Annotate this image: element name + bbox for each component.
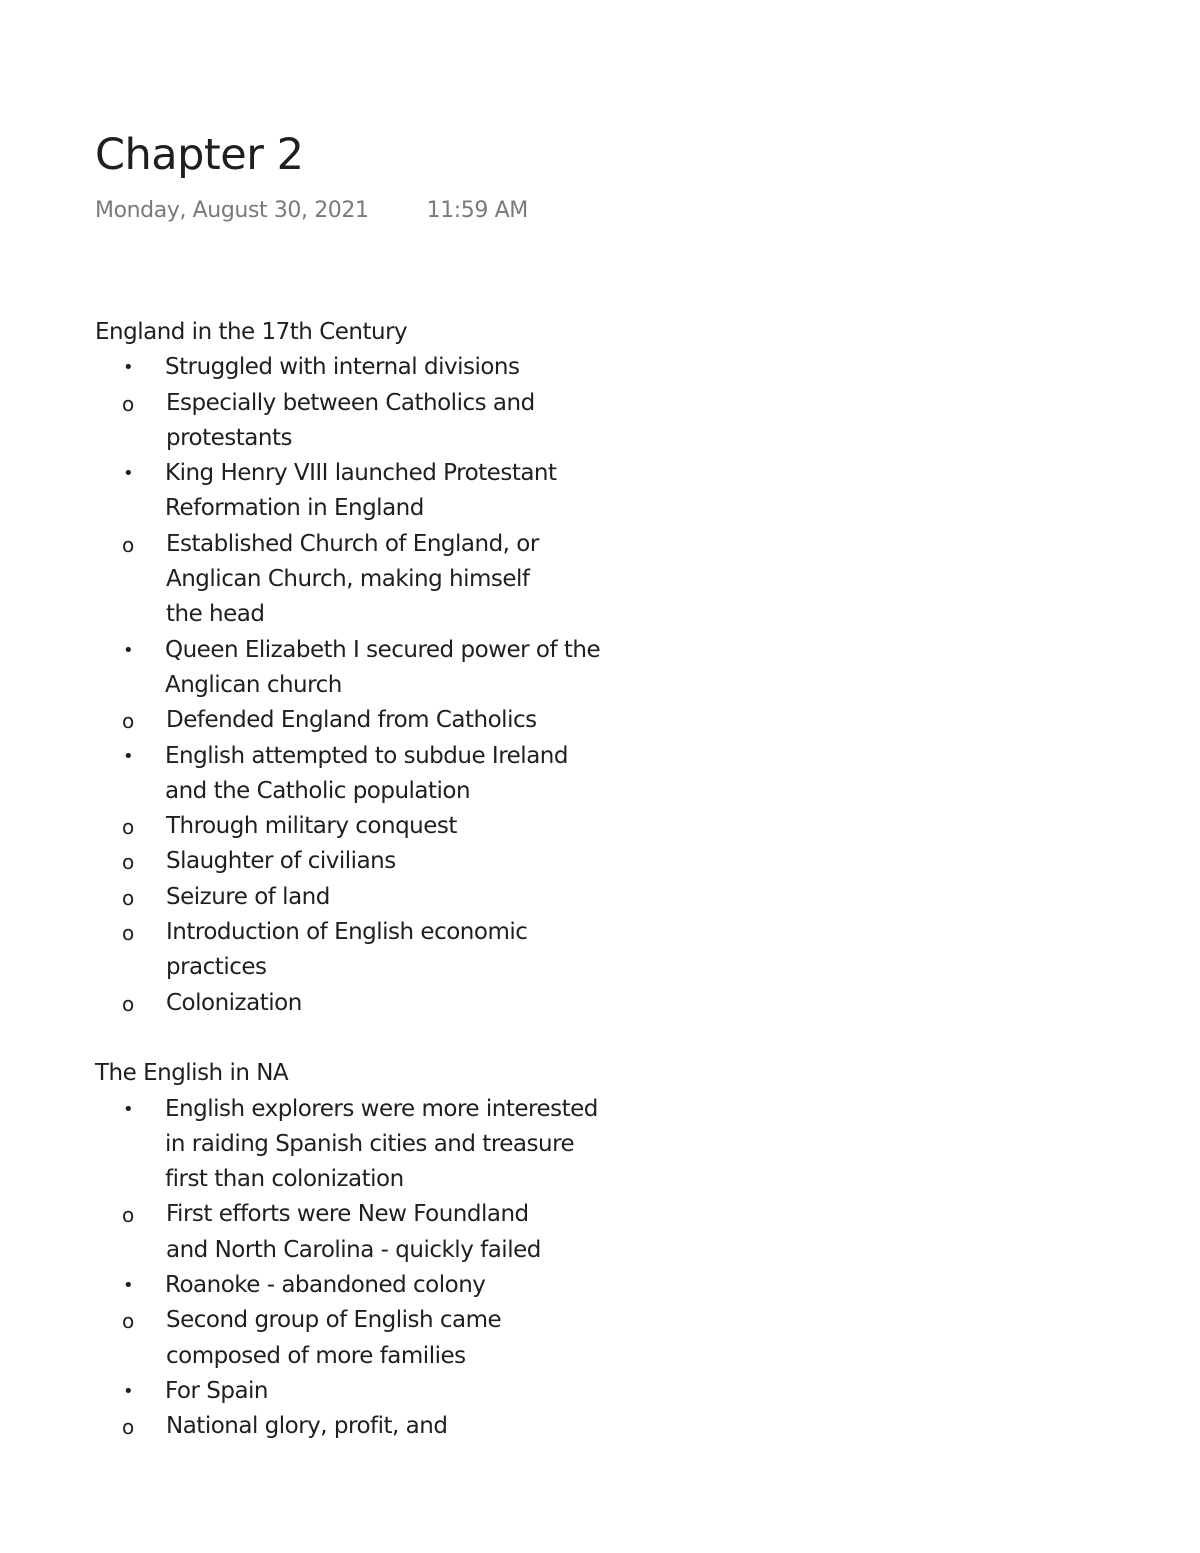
circle-bullet-icon: o [122,921,134,946]
circle-bullet-icon: o [122,815,134,840]
circle-bullet-icon: o [122,532,134,557]
sub-bullet-text-line: practices [166,954,267,981]
section-spacer [95,1021,655,1056]
sub-bullet-text-line: Introduction of English economic [166,919,528,946]
sub-bullet-item [95,809,655,844]
bullet-item [95,739,655,810]
bullet-text-line: Roanoke - abandoned colony [165,1272,486,1299]
note-body [95,315,655,1445]
circle-bullet-icon: o [122,885,134,910]
bullet-text-line: Reformation in England [165,495,424,522]
bullet-item [95,633,655,704]
bullet-text-line: and the Catholic population [165,777,471,804]
bullet-icon: • [123,1275,134,1297]
bullet-list [95,350,655,1021]
sub-bullet-item [95,880,655,915]
bullet-text-line: For Spain [165,1377,269,1404]
sub-bullet-text-line: Anglican Church, making himself [166,566,530,593]
bullet-text-line: Queen Elizabeth I secured power of the [165,636,601,663]
bullet-text-line: first than colonization [165,1166,404,1193]
sub-bullet-text-line: Especially between Catholics and [166,389,535,416]
sub-bullet-item [95,1409,655,1444]
circle-bullet-icon: o [122,991,134,1016]
section-heading: The English in NA [95,1060,289,1087]
sub-bullet-item [95,986,655,1021]
bullet-item [95,1374,655,1409]
sub-bullet-text-line: First efforts were New Foundland [166,1201,529,1228]
bullet-item [95,350,655,385]
note-meta [95,198,528,223]
bullet-text-line: English explorers were more interested [165,1095,598,1122]
sub-bullet-item [95,703,655,738]
bullet-text-line: Anglican church [165,671,342,698]
circle-bullet-icon: o [122,709,134,734]
bullet-list [95,1092,655,1445]
sub-bullet-item [95,844,655,879]
sub-bullet-item [95,527,655,633]
sub-bullet-item [95,1197,655,1268]
note-time: 11:59 AM [426,198,528,223]
page-title: Chapter 2 [95,130,304,180]
bullet-text-line: in raiding Spanish cities and treasure [165,1130,575,1157]
sub-bullet-item [95,1303,655,1374]
sub-bullet-text-line: and North Carolina - quickly failed [166,1236,541,1263]
bullet-icon: • [123,1380,134,1402]
bullet-icon: • [123,463,134,485]
sub-bullet-text-line: the head [166,601,265,628]
circle-bullet-icon: o [122,1203,134,1228]
bullet-text-line: English attempted to subdue Ireland [165,742,568,769]
sub-bullet-text-line: National glory, profit, and [166,1413,448,1440]
bullet-text-line: Struggled with internal divisions [165,354,520,381]
circle-bullet-icon: o [122,1309,134,1334]
note-date: Monday, August 30, 2021 [95,198,369,223]
bullet-text-line: King Henry VIII launched Protestant [165,460,557,487]
sub-bullet-item [95,386,655,457]
sub-bullet-text-line: composed of more families [166,1342,466,1369]
sub-bullet-text-line: Second group of English came [166,1307,502,1334]
bullet-icon: • [123,1098,134,1120]
circle-bullet-icon: o [122,391,134,416]
sub-bullet-text-line: Colonization [166,989,302,1016]
sub-bullet-text-line: Slaughter of civilians [166,848,396,875]
sub-bullet-text-line: Established Church of England, or [166,530,539,557]
bullet-icon: • [123,357,134,379]
sub-bullet-text-line: Through military conquest [166,813,457,840]
circle-bullet-icon: o [122,1415,134,1440]
bullet-item [95,456,655,527]
sub-bullet-text-line: Seizure of land [166,883,330,910]
sub-bullet-item [95,915,655,986]
bullet-icon: • [123,639,134,661]
sub-bullet-text-line: Defended England from Catholics [166,707,537,734]
bullet-item [95,1092,655,1198]
circle-bullet-icon: o [122,850,134,875]
bullet-icon: • [123,745,134,767]
bullet-item [95,1268,655,1303]
section-heading: England in the 17th Century [95,319,408,345]
sub-bullet-text-line: protestants [166,424,292,451]
